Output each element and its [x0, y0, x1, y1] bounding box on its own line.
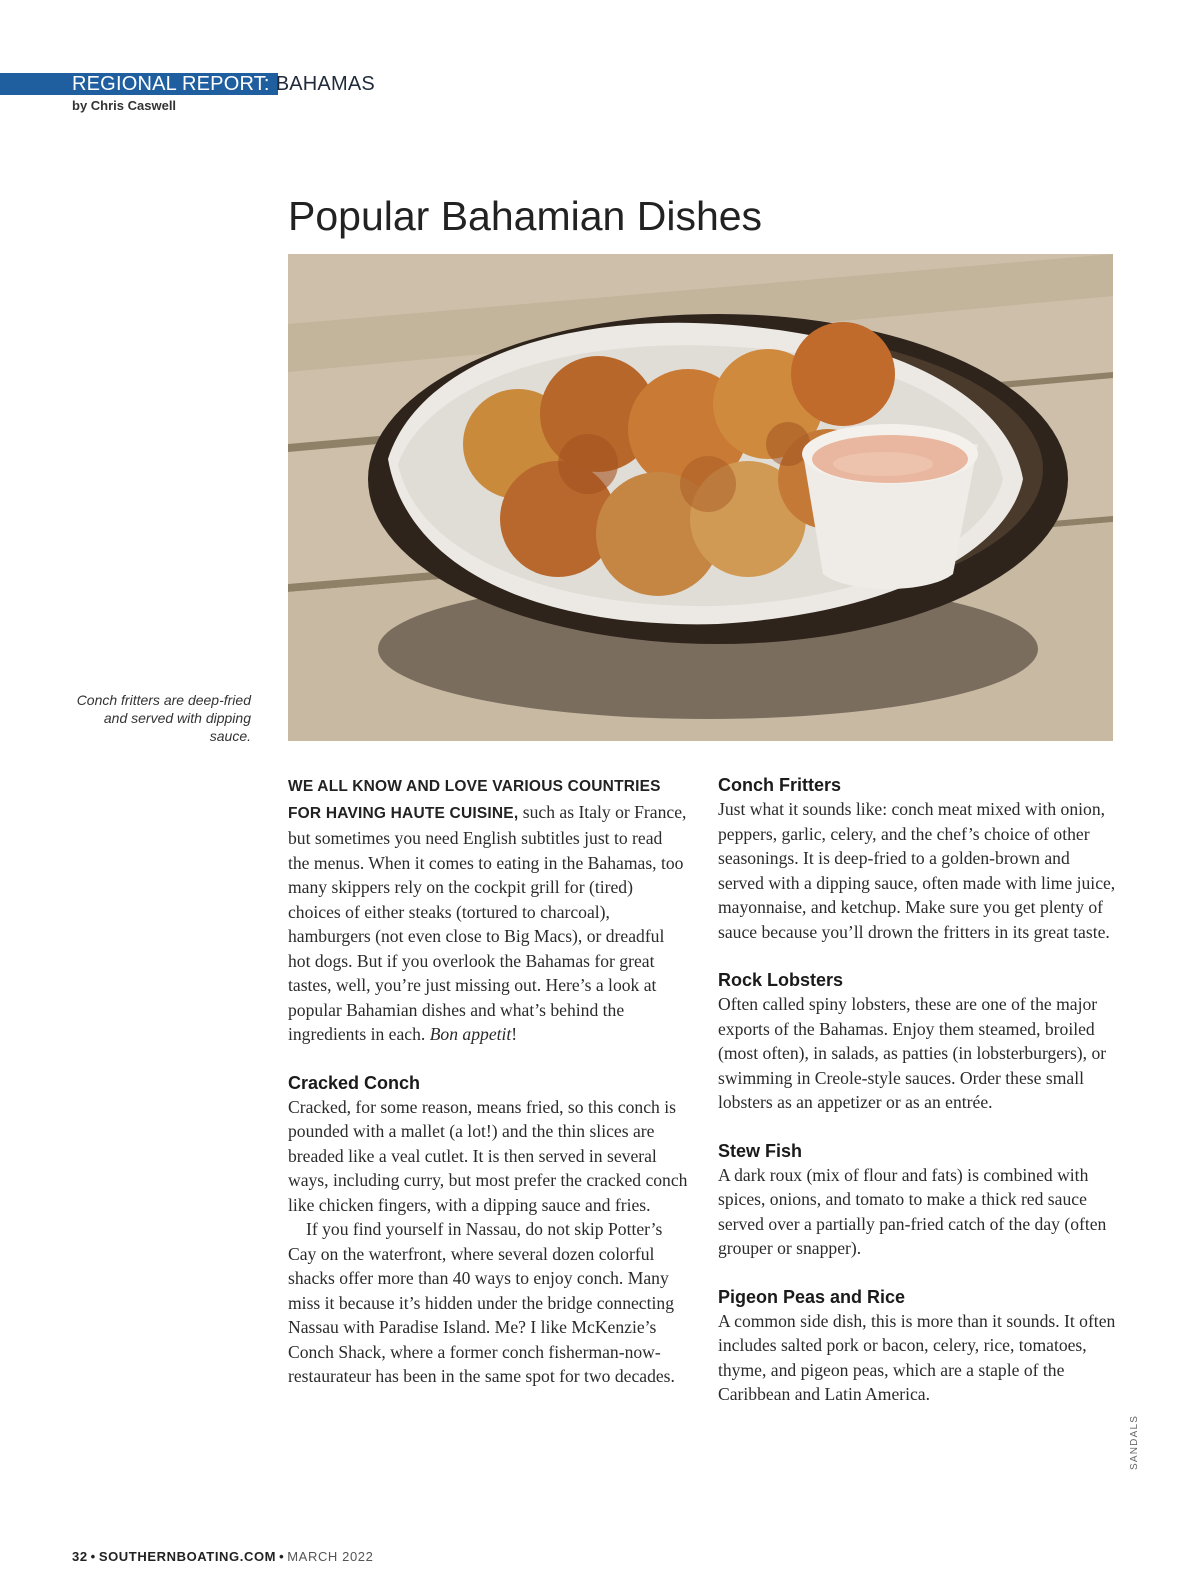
intro-body: such as Italy or France, but sometimes you need English subtitles just to read the menus. When it comes to eating in the Bahamas, too many skippers rely on the cockpit grill for (tired) choices of either steaks (tortured to charcoal), hamburgers (not even close to Big Macs), or dreadful hot dogs. But if you overlook the Bahamas for great tastes, well, you’re just missing out. Here’s a look at popular Bahamian dishes and what’s behind the ingredients in each.	[288, 801, 687, 1044]
section-topic: BAHAMAS	[275, 73, 375, 95]
section-paragraph: Cracked, for some reason, means fried, so this conch is pounded with a mallet (a lot!) and the thin slices are breaded like a veal cutlet. It is then served in several ways, including curry, but most prefer the cracked conch like chicken fingers, with a dipping sauce and fries.	[288, 1096, 688, 1215]
footer-separator: •	[279, 1549, 285, 1564]
article-title: Popular Bahamian Dishes	[288, 193, 763, 239]
section-kicker: REGIONAL REPORT:	[72, 73, 270, 95]
section-heading-stew-fish: Stew Fish	[718, 1140, 803, 1161]
section-heading	[72, 71, 375, 97]
section-heading-conch-fritters: Conch Fritters	[718, 775, 842, 795]
page-number: 32	[72, 1549, 88, 1564]
photo-credit: SANDALS	[1129, 1414, 1140, 1470]
section-paragraph: Often called spiny lobsters, these are one of the major exports of the Bahamas. Enjoy them steamed, broiled (most often), in salads, as patties (in lobsterburgers), or swimming in Creole-style sauces. Order these small lobsters as an appetizer or as an entrée.	[718, 994, 1107, 1112]
section-paragraph: A common side dish, this is more than it sounds. It often includes salted pork or bacon, celery, rice, tomatoes, thyme, and pigeon peas, which are a staple of the Caribbean and Latin America.	[718, 1310, 1116, 1404]
footer-site: SOUTHERNBOATING.COM	[98, 1549, 277, 1564]
section-heading-rock-lobsters: Rock Lobsters	[718, 970, 844, 990]
intro-signoff-punct: !	[511, 1024, 518, 1044]
article-column-right	[718, 773, 1118, 1407]
conch-fritters-photo	[288, 254, 1113, 741]
byline: by Chris Caswell	[72, 98, 177, 113]
intro-signoff: Bon appetit	[429, 1024, 512, 1044]
section-paragraph: Just what it sounds like: conch meat mixed with onion, peppers, garlic, celery, and the chef’s choice of other seasonings. It is deep-fried to a golden-brown and served with a dipping sauce, often made with lime juice, mayonnaise, and ketchup. Make sure you get plenty of sauce because you’ll drown the fritters in its great taste.	[718, 799, 1116, 942]
page-footer	[72, 1549, 373, 1564]
footer-issue: MARCH 2022	[287, 1549, 374, 1564]
intro-lead: WE ALL KNOW AND LOVE VARIOUS COUNTRIES FOR HAVING HAUTE CUISINE,	[288, 778, 661, 822]
intro-paragraph	[288, 773, 688, 1047]
photo-caption: Conch fritters are deep-fried and served with dipping sauce.	[76, 692, 251, 744]
section-paragraph: A dark roux (mix of flour and fats) is combined with spices, onions, and tomato to make a thick red sauce served over a partially pan-fried catch of the day (often grouper or snapper).	[718, 1164, 1107, 1258]
footer-separator: •	[90, 1549, 96, 1564]
article-column-left	[288, 773, 688, 1389]
section-heading-pigeon-peas: Pigeon Peas and Rice	[718, 1286, 906, 1307]
section-paragraph: If you find yourself in Nassau, do not skip Potter’s Cay on the waterfront, where several dozen colorful shacks offer more than 40 ways to enjoy conch. Many miss it because it’s hidden under the bridge connecting Nassau with Paradise Island. Me? I like McKenzie’s Conch Shack, where a former conch fisherman-now-restaurateur has been in the same spot for two decades.	[288, 1219, 675, 1386]
section-heading-cracked-conch: Cracked Conch	[288, 1072, 421, 1093]
